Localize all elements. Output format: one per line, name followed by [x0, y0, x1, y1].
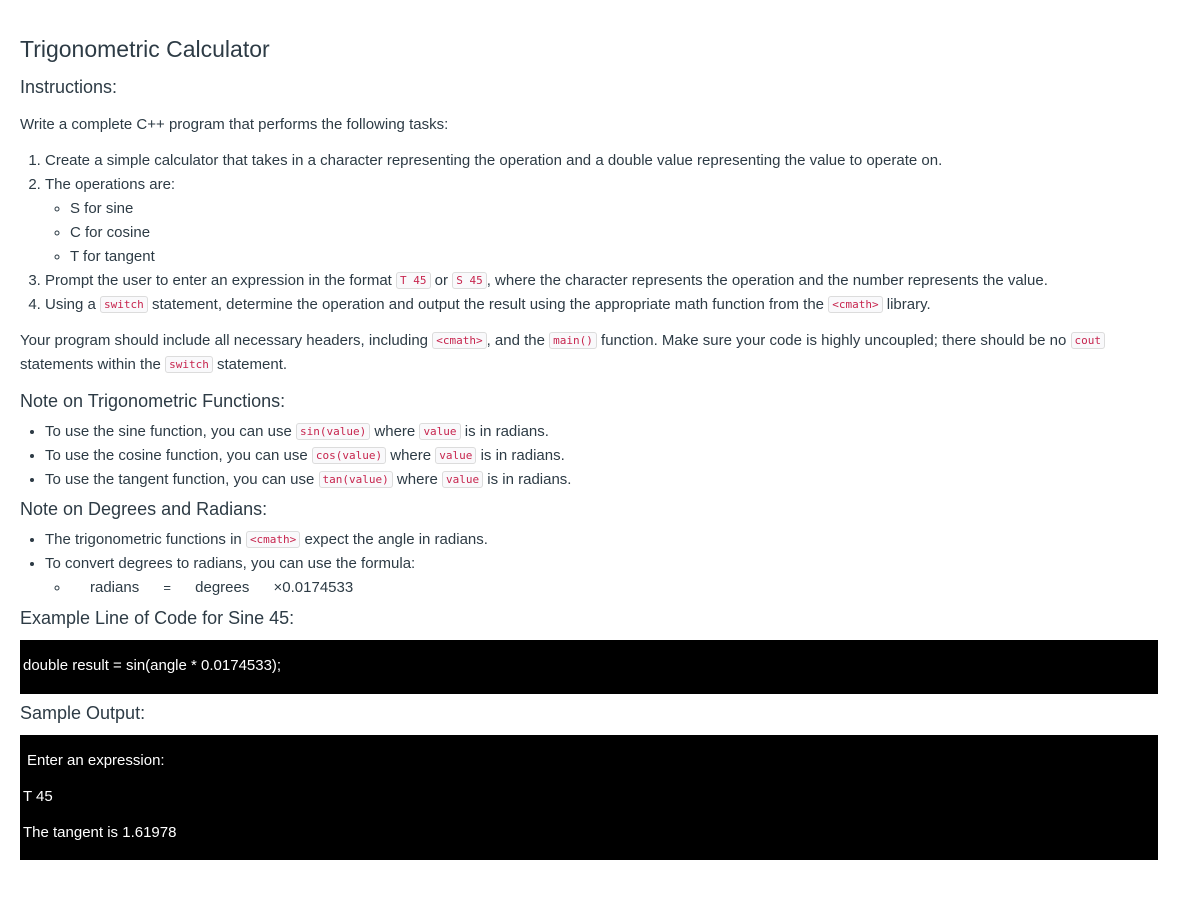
inline-code: S 45: [452, 272, 487, 289]
task-text: Create a simple calculator that takes in a character representing the operation and a double value representing the value to operate on.: [45, 152, 943, 169]
item-text: To use the sine function, you can use: [45, 423, 296, 440]
inline-code: value: [442, 471, 483, 488]
task-text: Prompt the user to enter an expression in the format: [45, 272, 397, 289]
trig-function-item: [45, 468, 1176, 492]
item-text: To use the cosine function, you can use: [45, 447, 312, 464]
example-heading: Example Line of Code for Sine 45:: [20, 608, 295, 628]
operation-list: [45, 197, 1176, 269]
output-line: T 45: [23, 788, 53, 805]
item-text: expect the angle in radians.: [300, 531, 488, 548]
item-text: where: [386, 447, 436, 464]
item-text: The trigonometric functions in: [45, 531, 246, 548]
page-title: Trigonometric Calculator: [20, 36, 270, 62]
operation-item: ◦ C for cosine: [70, 221, 1176, 245]
inline-code: <cmath>: [432, 332, 486, 349]
para-text: Your program should include all necessary headers, including: [20, 332, 433, 349]
inline-code: <cmath>: [246, 531, 300, 548]
deg-rad-item: [45, 528, 1176, 552]
task-item: [45, 149, 1176, 173]
deg-rad-item: [45, 552, 1176, 600]
inline-code: <cmath>: [828, 296, 882, 313]
deg-rad-list: [20, 528, 1176, 600]
formula-list: [45, 576, 1176, 600]
intro-text: Write a complete C++ program that performs the following tasks:: [20, 116, 449, 133]
sample-output-block: [20, 735, 1158, 860]
note-trig-heading: Note on Trigonometric Functions:: [20, 391, 286, 411]
headers-paragraph: [20, 329, 1176, 377]
inline-code: tan(value): [319, 471, 393, 488]
inline-code: value: [435, 447, 476, 464]
para-text: function. Make sure your code is highly uncoupled; there should be no: [596, 332, 1071, 349]
trig-function-list: [20, 420, 1176, 492]
task-text: statement, determine the operation and output the result using the appropriate math function from the: [147, 296, 829, 313]
para-text: statements within the: [20, 356, 166, 373]
inline-code: cout: [1071, 332, 1106, 349]
task-text: The operations are:: [45, 176, 176, 193]
inline-code: main(): [549, 332, 597, 349]
inline-code: sin(value): [296, 423, 370, 440]
inline-code: T 45: [396, 272, 431, 289]
sample-output-heading: Sample Output:: [20, 703, 146, 723]
formula-rhs: degrees: [195, 579, 250, 596]
instructions-heading: Instructions:: [20, 77, 118, 97]
para-text: , and the: [486, 332, 550, 349]
task-text: Using a: [45, 296, 101, 313]
note-deg-heading: Note on Degrees and Radians:: [20, 499, 268, 519]
trig-function-item: [45, 420, 1176, 444]
para-text: statement.: [212, 356, 288, 373]
task-item: [45, 269, 1176, 293]
item-text: is in radians.: [476, 447, 565, 464]
task-text: library.: [882, 296, 931, 313]
task-text: or: [430, 272, 453, 289]
inline-code: value: [419, 423, 460, 440]
inline-code: switch: [165, 356, 213, 373]
output-line: Enter an expression:: [27, 752, 165, 769]
example-code-line: double result = sin(angle * 0.0174533);: [23, 657, 282, 674]
item-text: where: [370, 423, 420, 440]
formula-equals: =: [163, 580, 171, 595]
item-text: To use the tangent function, you can use: [45, 471, 319, 488]
operation-item: ◦ S for sine: [70, 197, 1176, 221]
example-code-block: [20, 640, 1158, 694]
trig-function-item: [45, 444, 1176, 468]
item-text: is in radians.: [460, 423, 549, 440]
task-item: [45, 293, 1176, 317]
item-text: where: [392, 471, 442, 488]
operation-item: ◦ T for tangent: [70, 245, 1176, 269]
formula-lhs: radians: [90, 579, 140, 596]
output-line: The tangent is 1.61978: [23, 824, 177, 841]
inline-code: switch: [100, 296, 148, 313]
formula-multiplier: ×0.0174533: [273, 579, 354, 596]
task-item: [45, 173, 1176, 269]
conversion-formula: [70, 576, 1176, 600]
item-text: To convert degrees to radians, you can use the formula:: [45, 555, 416, 572]
task-text: , where the character represents the operation and the number represents the value.: [486, 272, 1048, 289]
task-list: [20, 149, 1176, 317]
inline-code: cos(value): [312, 447, 386, 464]
item-text: is in radians.: [483, 471, 572, 488]
